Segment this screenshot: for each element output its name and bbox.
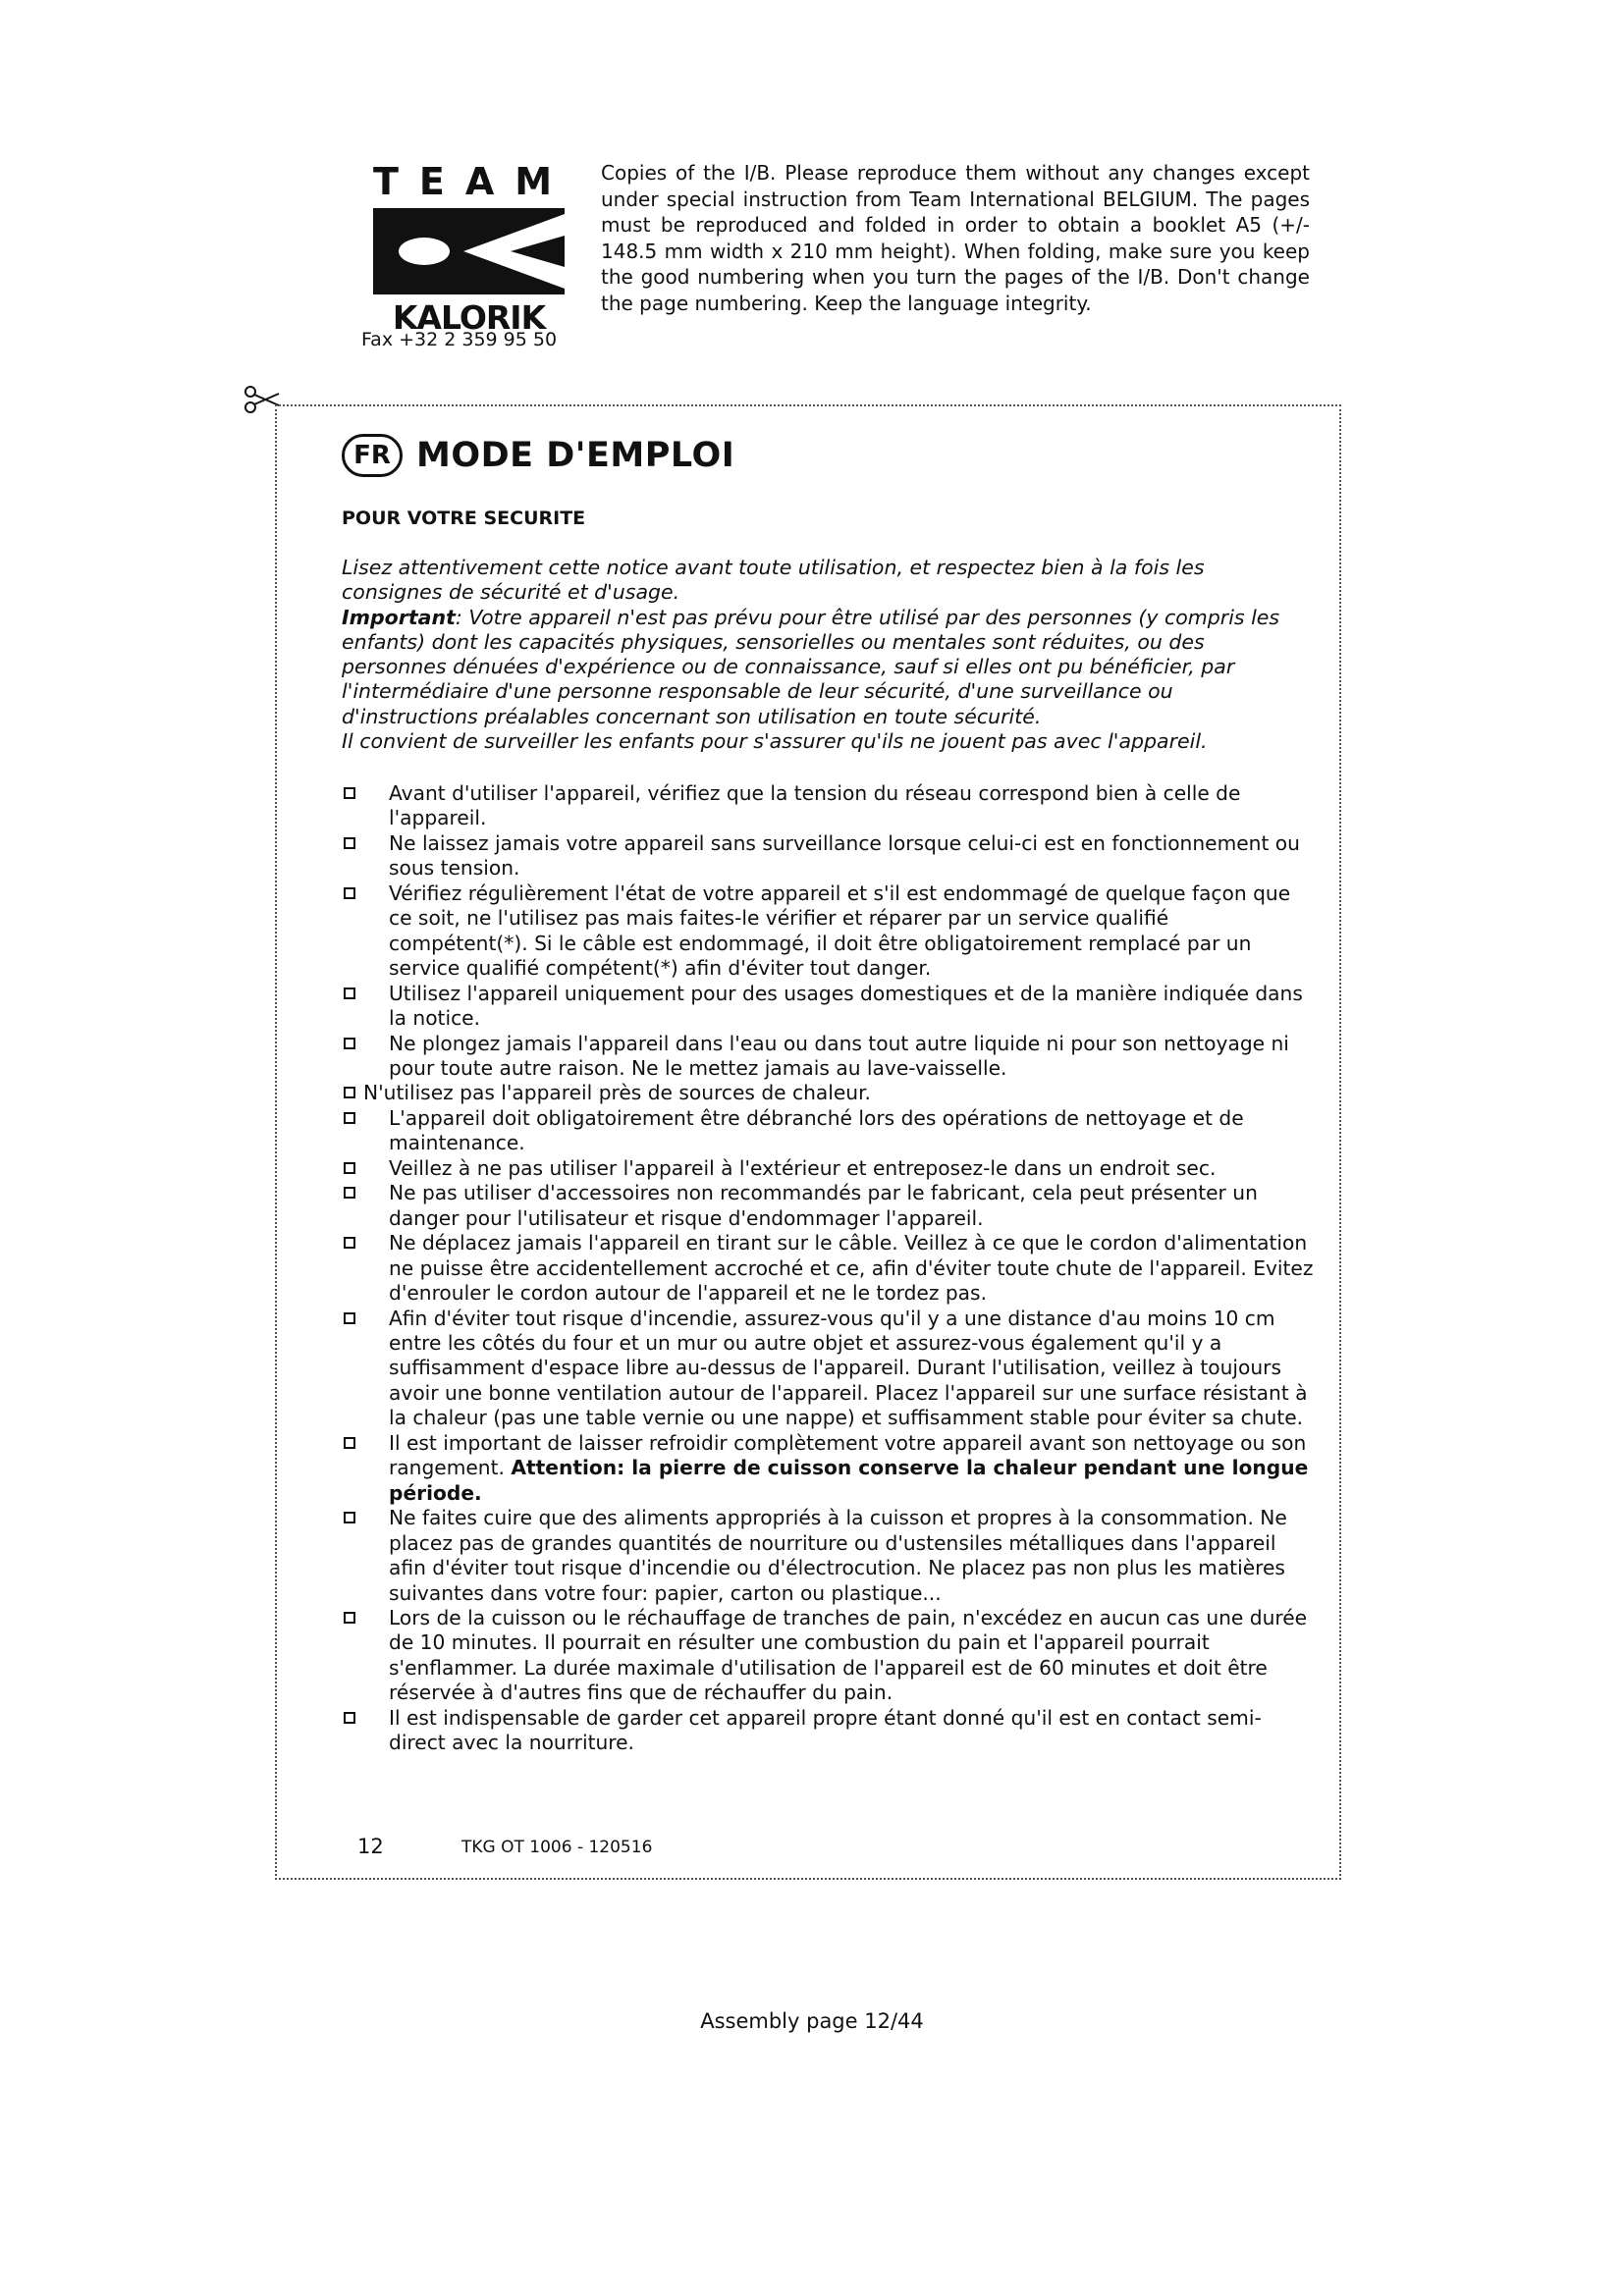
list-item: Ne plongez jamais l'appareil dans l'eau ou dans tout autre liquide ni pour son nettoyage ni pour toute autre raison. Ne le mettez jamais au lave-vaisselle. [342,1032,1314,1082]
kalorik-k-mark-icon [373,208,565,294]
section-title: POUR VOTRE SECURITE [342,507,586,529]
checkbox-bullet-icon [344,1712,355,1724]
assembly-page-label: Assembly page 12/44 [700,2009,924,2033]
checkbox-bullet-icon [344,887,355,899]
checkbox-bullet-icon [344,1187,355,1199]
document-code: TKG OT 1006 - 120516 [461,1838,653,1857]
list-item: Lors de la cuisson ou le réchauffage de tranches de pain, n'excédez en aucun cas une durée de 10 minutes. Il pourrait en résulter une combustion du pain et l'appareil pourrait s'enflammer. La durée maximale d'utilisation de l'appareil est de 60 minutes et doit être réservée à d'autres fins que de réchauffer du pain. [342,1606,1314,1706]
safety-list [342,781,1314,1756]
checkbox-bullet-icon [344,1087,355,1098]
list-item: L'appareil doit obligatoirement être débranché lors des opérations de nettoyage et de maintenance. [342,1106,1314,1156]
list-item: Vérifiez régulièrement l'état de votre appareil et s'il est endommagé de quelque façon que ce soit, ne l'utilisez pas mais faites-le vérifier et réparer par un service qualifié compétent(*). Si le câble est endommagé, il doit être obligatoirement remplacé par un service qualifié compétent(*) afin d'éviter tout danger. [342,881,1314,982]
language-badge: FR [342,434,403,477]
checkbox-bullet-icon [344,988,355,999]
list-item: Ne déplacez jamais l'appareil en tirant sur le câble. Veillez à ce que le cordon d'alimentation ne puisse être accidentellement accroché et ce, afin d'éviter toute chute de l'appareil. Evitez d'enrouler le cordon autour de l'appareil et ne le tordez pas. [342,1231,1314,1306]
important-label: Important [342,605,456,629]
list-item: Afin d'éviter tout risque d'incendie, assurez-vous qu'il y a une distance d'au moins 10 cm entre les côtés du four et un mur ou autre objet et assurez-vous également qu'il y a suffisamment d'espace libre au-dessus de l'appareil. Durant l'utilisation, veillez à toujours avoir une bonne ventilation autour de l'appareil. Placez l'appareil sur une surface résistant à la chaleur (pas une table vernie ou une nappe) et suffisamment stable pour éviter sa chute. [342,1307,1314,1431]
printing-instructions: Copies of the I/B. Please reproduce them without any changes except under special instruction from Team International BELGIUM. The pages must be reproduced and folded in order to obtain a booklet A5 (+/- 148.5 mm width x 210 mm height). When folding, make sure you keep the good numbering when you turn the pages of the I/B. Don't change the page numbering. Keep the language integrity. [601,161,1310,315]
logo-team-text: TEAM [373,160,573,203]
checkbox-bullet-icon [344,1612,355,1624]
list-item: N'utilisez pas l'appareil près de sources de chaleur. [342,1081,1314,1105]
manual-heading [342,430,734,481]
important-text: : Votre appareil n'est pas prévu pour être utilisé par des personnes (y compris les enfants) dont les capacités physiques, sensorielles ou mentales sont réduites, ou des personnes dénuées d'expérience ou de connaissance, sauf si elles ont pu bénéficier, par l'intermédiaire d'une personne responsable de leur sécurité, d'une surveillance ou d'instructions préalables concernant son utilisation en toute sécurité. [342,605,1280,728]
intro-paragraph-important [342,606,1304,729]
intro-paragraph-3: Il convient de surveiller les enfants pour s'assurer qu'ils ne jouent pas avec l'appareil. [342,729,1208,754]
checkbox-bullet-icon [344,1038,355,1049]
list-item: Ne faites cuire que des aliments appropriés à la cuisson et propres à la consommation. Ne placez pas de grandes quantités de nourriture ou d'ustensiles métalliques dans l'appareil afin d'éviter tout risque d'incendie ou d'électrocution. Ne placez pas non plus les matières suivantes dans votre four: papier, carton ou plastique... [342,1506,1314,1606]
checkbox-bullet-icon [344,1312,355,1324]
intro-paragraph-1: Lisez attentivement cette notice avant toute utilisation, et respectez bien à la fois les consignes de sécurité et d'usage. [342,556,1205,605]
list-item: Il est indispensable de garder cet appareil propre étant donné qu'il est en contact semi-direct avec la nourriture. [342,1706,1314,1756]
list-item: Ne laissez jamais votre appareil sans surveillance lorsque celui-ci est en fonctionnement ou sous tension. [342,831,1314,881]
cooking-stone-warning: Attention: la pierre de cuisson conserve la chaleur pendant une longue période. [389,1456,1309,1505]
checkbox-bullet-icon [344,1237,355,1249]
list-item: Ne pas utiliser d'accessoires non recommandés par le fabricant, cela peut présenter un danger pour l'utilisateur et risque d'endommager l'appareil. [342,1181,1314,1231]
checkbox-bullet-icon [344,1162,355,1174]
checkbox-bullet-icon [344,1437,355,1449]
logo-kalorik-text: KALORIK [392,298,546,337]
page-number: 12 [357,1835,384,1858]
fax-number: Fax +32 2 359 95 50 [361,329,558,350]
checkbox-bullet-icon [344,837,355,849]
page-title: MODE D'EMPLOI [416,436,735,475]
checkbox-bullet-icon [344,1512,355,1523]
list-item: Il est important de laisser refroidir complètement votre appareil avant son nettoyage ou son rangement. Attention: la pierre de cuisson conserve la chaleur pendant une longue période. [342,1431,1314,1506]
list-item: Veillez à ne pas utiliser l'appareil à l'extérieur et entreposez-le dans un endroit sec. [342,1156,1314,1181]
team-kalorik-logo [373,160,573,339]
list-item: Utilisez l'appareil uniquement pour des usages domestiques et de la manière indiquée dans la notice. [342,982,1314,1032]
checkbox-bullet-icon [344,1112,355,1124]
list-item: Avant d'utiliser l'appareil, vérifiez que la tension du réseau correspond bien à celle de l'appareil. [342,781,1314,831]
safety-intro [342,556,1304,754]
checkbox-bullet-icon [344,787,355,799]
